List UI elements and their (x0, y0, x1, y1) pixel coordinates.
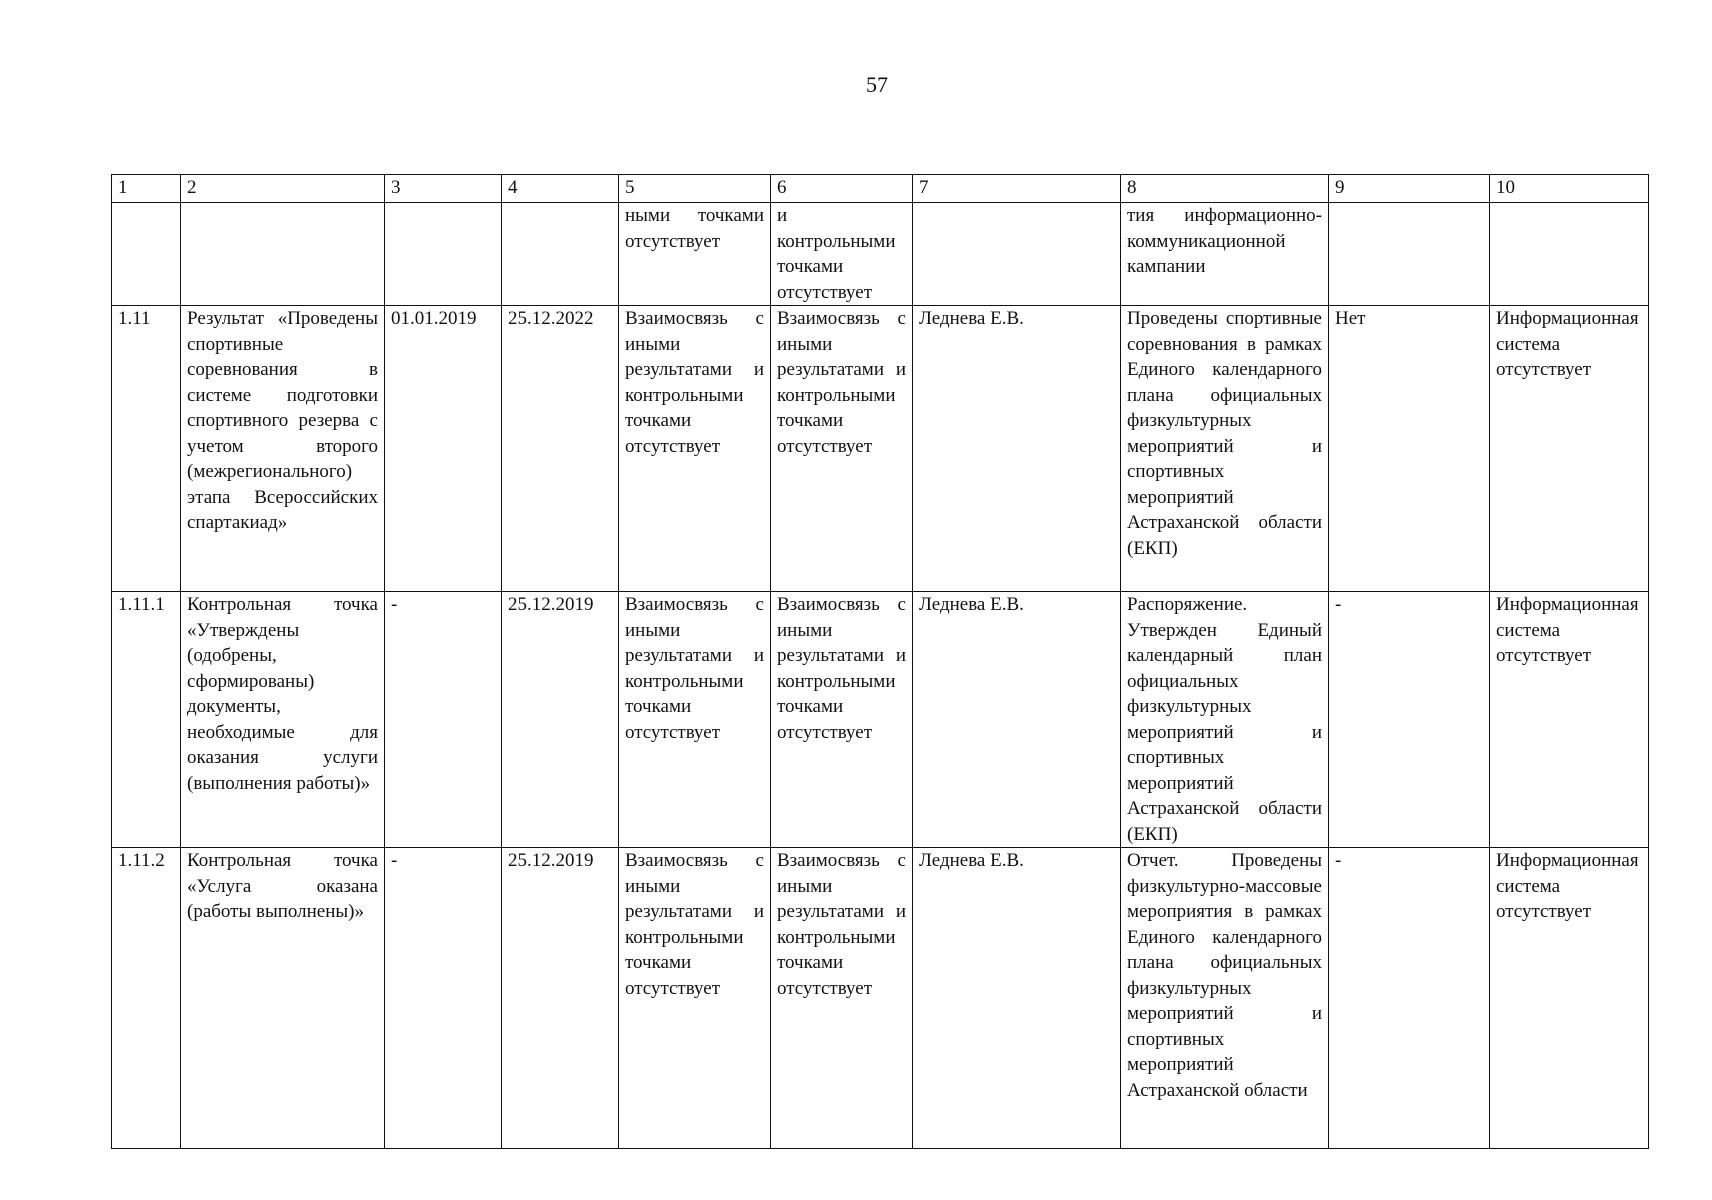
start-date-cell: 01.01.2019 (385, 306, 502, 592)
links-results-cell: Взаимосвязь с иными результатами и контрольными точками отсутствует (619, 306, 771, 592)
row-number-cell: 1.11.2 (112, 848, 181, 1149)
name-cell: Результат «Проведены спортивные соревнования в системе подготовки спортивного резерва с учетом второго (межрегионального) этапа Всероссийских спартакиад» (181, 306, 385, 592)
flag-cell: - (1329, 592, 1490, 848)
responsible-cell: Леднева Е.В. (913, 592, 1121, 848)
results-table (111, 174, 1649, 1149)
system-cell: Информационная система отсутствует (1490, 848, 1649, 1149)
header-cell: 6 (771, 175, 913, 203)
links-other-cell: Взаимосвязь с иными результатами и контрольными точками отсутствует (771, 592, 913, 848)
header-cell: 4 (502, 175, 619, 203)
responsible-cell: Леднева Е.В. (913, 306, 1121, 592)
document-cell: Отчет. Проведены физкультурно-массовые мероприятия в рамках Единого календарного плана официальных физкультурных мероприятий и спортивных мероприятий Астраханской области (1121, 848, 1329, 1149)
document-cell: Распоряжение. Утвержден Единый календарный план официальных физкультурных мероприятий и спортивных мероприятий Астраханской области (ЕКП) (1121, 592, 1329, 848)
system-cell: Информационная система отсутствует (1490, 306, 1649, 592)
start-date-cell: - (385, 848, 502, 1149)
empty-cell (1490, 203, 1649, 306)
links-results-cell: Взаимосвязь с иными результатами и контрольными точками отсутствует (619, 592, 771, 848)
header-cell: 2 (181, 175, 385, 203)
links-other-cell: и контрольными точками отсутствует (771, 203, 913, 306)
start-date-cell: - (385, 592, 502, 848)
empty-cell (1329, 203, 1490, 306)
flag-cell: - (1329, 848, 1490, 1149)
links-results-cell: Взаимосвязь с иными результатами и контрольными точками отсутствует (619, 848, 771, 1149)
row-number-cell: 1.11.1 (112, 592, 181, 848)
row-number-cell: 1.11 (112, 306, 181, 592)
empty-cell (181, 203, 385, 306)
responsible-cell: Леднева Е.В. (913, 848, 1121, 1149)
links-results-cell: ными точками отсутствует (619, 203, 771, 306)
end-date-cell: 25.12.2019 (502, 848, 619, 1149)
continuation-row (112, 203, 1649, 306)
document-cell: тия информационно-коммуникационной кампании (1121, 203, 1329, 306)
header-cell: 7 (913, 175, 1121, 203)
header-cell: 9 (1329, 175, 1490, 203)
end-date-cell: 25.12.2019 (502, 592, 619, 848)
header-row (112, 175, 1649, 203)
end-date-cell: 25.12.2022 (502, 306, 619, 592)
system-cell: Информационная система отсутствует (1490, 592, 1649, 848)
empty-cell (502, 203, 619, 306)
empty-cell (385, 203, 502, 306)
header-cell: 3 (385, 175, 502, 203)
header-cell: 5 (619, 175, 771, 203)
links-other-cell: Взаимосвязь с иными результатами и контрольными точками отсутствует (771, 848, 913, 1149)
document-cell: Проведены спортивные соревнования в рамках Единого календарного плана официальных физкультурных мероприятий и спортивных мероприятий Астраханской области (ЕКП) (1121, 306, 1329, 592)
empty-cell (112, 203, 181, 306)
table-row (112, 848, 1649, 1149)
header-cell: 8 (1121, 175, 1329, 203)
page-number: 57 (866, 72, 888, 97)
empty-cell (913, 203, 1121, 306)
name-cell: Контрольная точка «Утверждены (одобрены, сформированы) документы, необходимые для оказания услуги (выполнения работы)» (181, 592, 385, 848)
table-row (112, 592, 1649, 848)
header-cell: 10 (1490, 175, 1649, 203)
links-other-cell: Взаимосвязь с иными результатами и контрольными точками отсутствует (771, 306, 913, 592)
name-cell: Контрольная точка «Услуга оказана (работы выполнены)» (181, 848, 385, 1149)
table-row (112, 306, 1649, 592)
flag-cell: Нет (1329, 306, 1490, 592)
header-cell: 1 (112, 175, 181, 203)
